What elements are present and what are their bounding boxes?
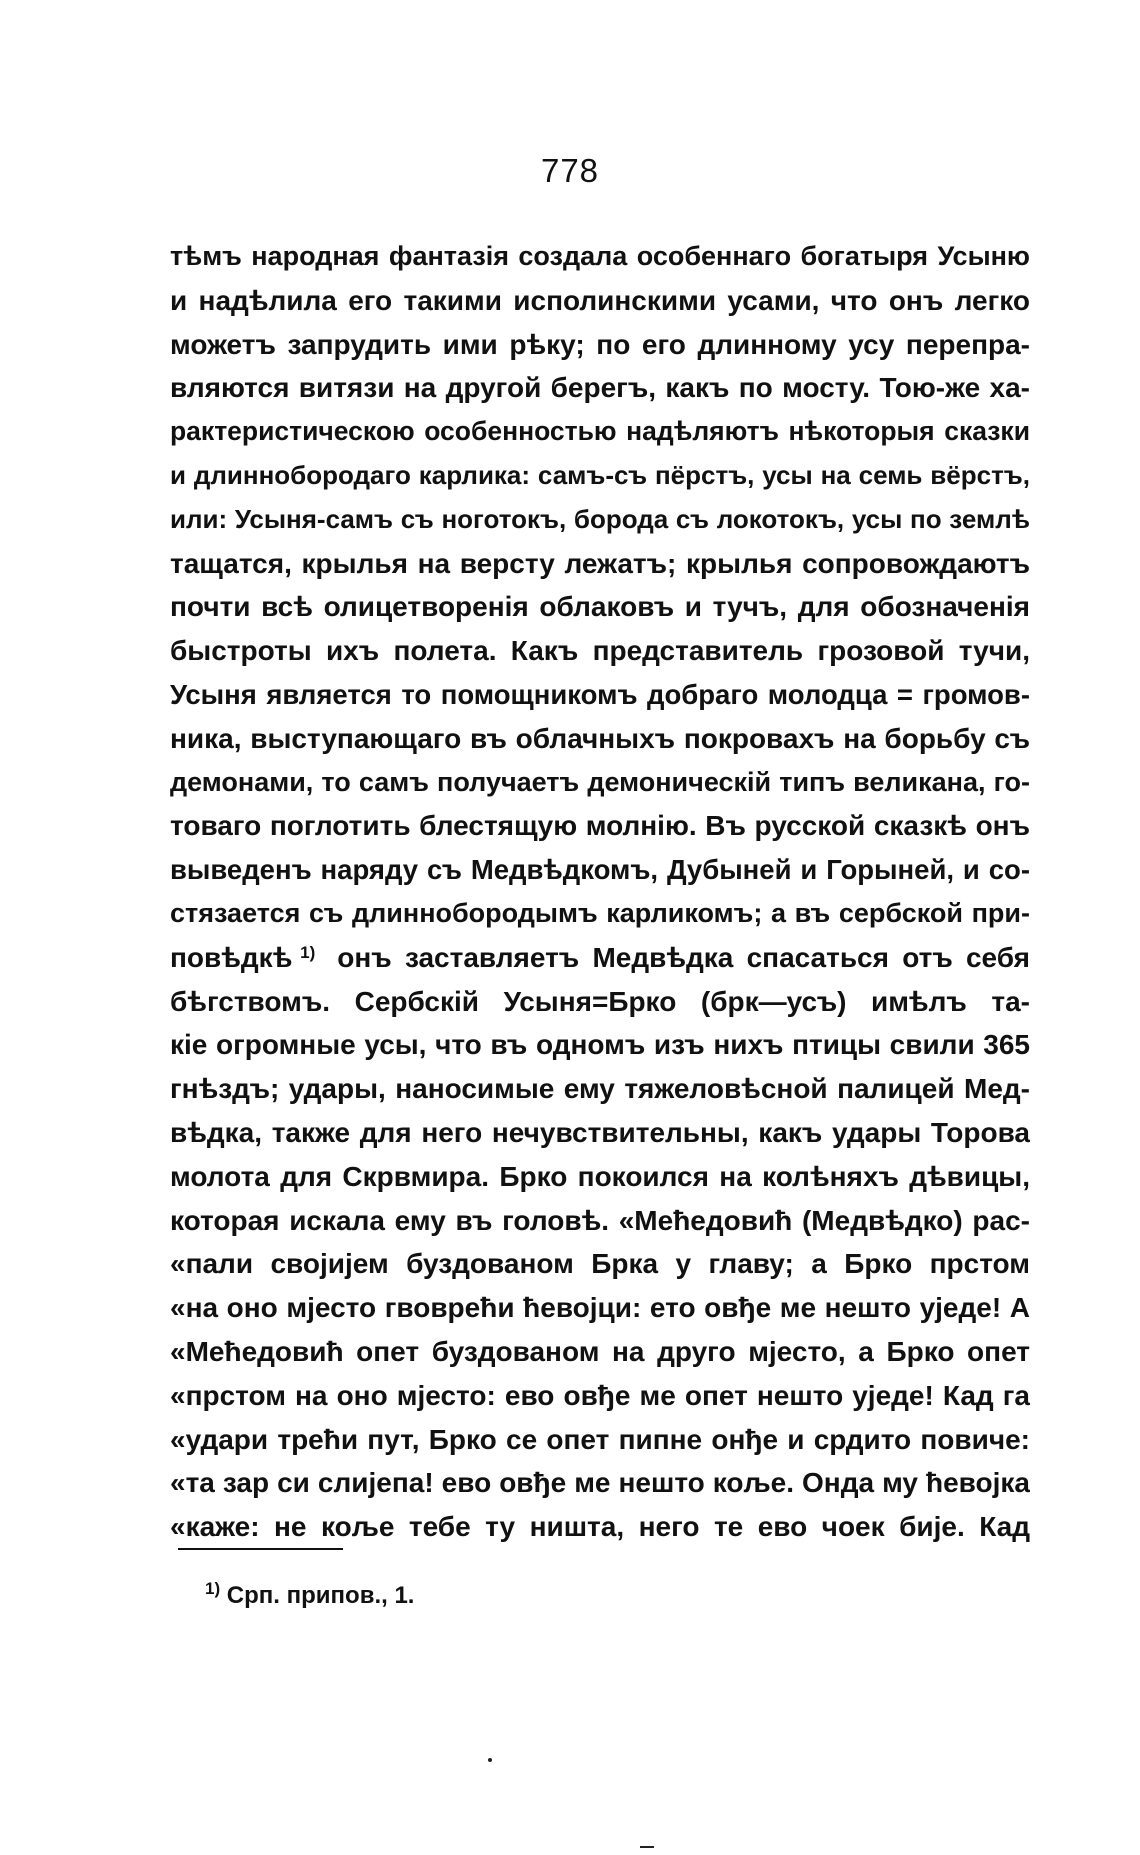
footnote-text: Срп. припов., 1.	[226, 1582, 415, 1609]
text-line: которая искала ему въ головѣ. «Мећедовић (Медвѣдко) рас-	[170, 1204, 1030, 1236]
print-speck	[640, 1846, 654, 1848]
text-line: молота для Скрвмира. Брко покоился на колѣняхъ дѣвицы,	[170, 1160, 1030, 1192]
text-segment: онъ заставляетъ Медвѣдка спасаться отъ себя	[337, 941, 1030, 973]
text-line: кіе огромные усы, что въ одномъ изъ нихъ птицы свили 365	[170, 1029, 1030, 1061]
text-line: почти всѣ олицетворенія облаковъ и тучъ, для обозначенія	[170, 591, 1030, 623]
text-line: «каже: не коље тебе ту ништа, него те ево чоек бије. Кад	[170, 1511, 1030, 1543]
page-number: 778	[540, 152, 600, 189]
text-line: тѣмъ народная фантазія создала особеннаго богатыря Усыню	[170, 241, 1030, 271]
text-line: выведенъ наряду съ Медвѣдкомъ, Дубыней и Горыней, и со-	[170, 854, 1030, 886]
text-line: демонами, то самъ получаетъ демоническій типъ великана, го-	[170, 766, 1030, 797]
text-line: тащатся, крылья на версту лежатъ; крылья сопровождаютъ	[170, 547, 1030, 579]
footnote-ref: 1)	[300, 942, 316, 962]
text-segment: повѣдкѣ $^{1)}$	[170, 941, 316, 973]
text-line: «Мећедовић опет буздованом на друго мјесто, а Брко опет	[170, 1335, 1030, 1367]
text-line: и длиннобородаго карлика: самъ-съ пёрстъ, усы на семь вёрстъ,	[170, 459, 1030, 490]
text-line: рактеристическою особенностью надѣляютъ нѣкоторыя сказки	[170, 416, 1030, 447]
text-line: вѣдка, также для него нечувствительны, какъ удары Торова	[170, 1116, 1030, 1148]
text-line: или: Усыня-самъ съ ноготокъ, борода съ локотокъ, усы по землѣ	[170, 503, 1030, 534]
footnote-marker: 1)	[205, 1579, 221, 1598]
footnote-divider	[178, 1548, 343, 1550]
text-line: быстроты ихъ полета. Какъ представитель грозовой тучи,	[170, 635, 1030, 667]
text-line: стязается съ длиннобородымъ карликомъ; а въ сербской при-	[170, 897, 1030, 928]
text-line: товаго поглотить блестящую молнію. Въ русской сказкѣ онъ	[170, 810, 1030, 842]
text-line: «прстом на оно мјесто: ево овђе ме опет нешто уједе! Кад га	[170, 1379, 1030, 1411]
print-speck	[488, 1758, 492, 1762]
text-line: можетъ запрудить ими рѣку; по его длинному усу перепра-	[170, 328, 1030, 360]
text-line-with-footnote	[170, 936, 1030, 980]
text-line: гнѣздъ; удары, наносимые ему тяжеловѣсной палицей Мед-	[170, 1073, 1030, 1105]
text-line: вляются витязи на другой берегъ, какъ по мосту. Тою-же ха-	[170, 372, 1030, 404]
text-line: «та зар си слијепа! ево овђе ме нешто коље. Онда му ћевојка	[170, 1467, 1030, 1499]
text-line: ника, выступающаго въ облачныхъ покровахъ на борьбу съ	[170, 722, 1030, 754]
text-line: «удари трећи пут, Брко се опет пипне онђе и срдито повиче:	[170, 1423, 1030, 1455]
text-line: Усыня является то помощникомъ добраго молодца = громов-	[170, 678, 1030, 710]
text-line: «на оно мјесто гвоврећи ћевојци: ето овђе ме нешто уједе! А	[170, 1292, 1030, 1324]
body-text	[170, 235, 1030, 1549]
text-line: «пали својијем буздованом Брка у главу; а Брко прстом	[170, 1248, 1030, 1280]
text-line: бѣгствомъ. Сербскій Усыня=Брко (брк—усъ) имѣлъ та-	[170, 985, 1030, 1017]
footnote	[205, 1579, 415, 1610]
text-line: и надѣлила его такими исполинскими усами, что онъ легко	[170, 284, 1030, 316]
